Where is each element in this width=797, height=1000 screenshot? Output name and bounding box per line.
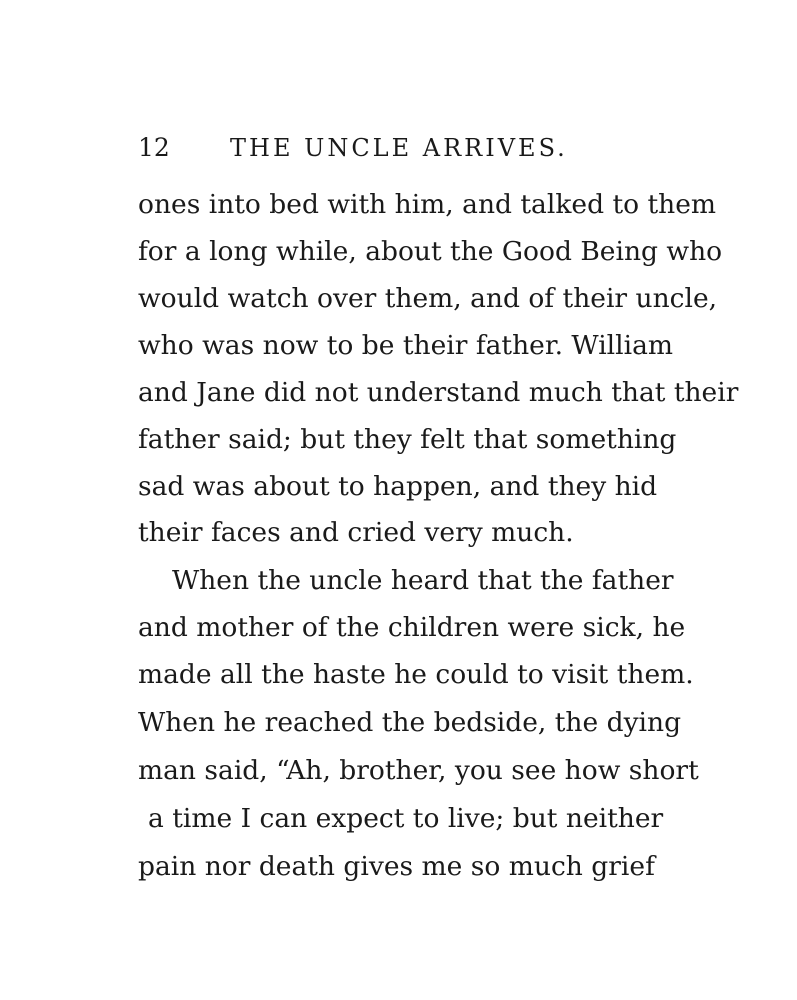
- text-line: would watch over them, and of their uncle,: [138, 283, 718, 314]
- text-line: father said; but they felt that something: [138, 424, 677, 455]
- page-number: 12: [138, 133, 170, 162]
- text-line: pain nor death gives me so much grief: [138, 851, 655, 882]
- text-line: man said, “Ah, brother, you see how short: [138, 755, 699, 786]
- text-line: made all the haste he could to visit them.: [138, 659, 694, 690]
- text-line: a time I can expect to live; but neither: [148, 803, 664, 834]
- text-line: ones into bed with him, and talked to them: [138, 189, 717, 220]
- text-line: their faces and cried very much.: [138, 517, 574, 548]
- text-line: When he reached the bedside, the dying: [138, 707, 682, 738]
- running-title: THE UNCLE ARRIVES.: [230, 134, 568, 162]
- text-line: When the uncle heard that the father: [172, 565, 674, 596]
- text-line: who was now to be their father. William: [138, 330, 674, 361]
- text-line: sad was about to happen, and they hid: [138, 471, 658, 502]
- text-line: and mother of the children were sick, he: [138, 612, 686, 643]
- text-line: and Jane did not understand much that their: [138, 377, 739, 408]
- text-line: for a long while, about the Good Being who: [138, 236, 723, 267]
- running-head: [138, 130, 658, 166]
